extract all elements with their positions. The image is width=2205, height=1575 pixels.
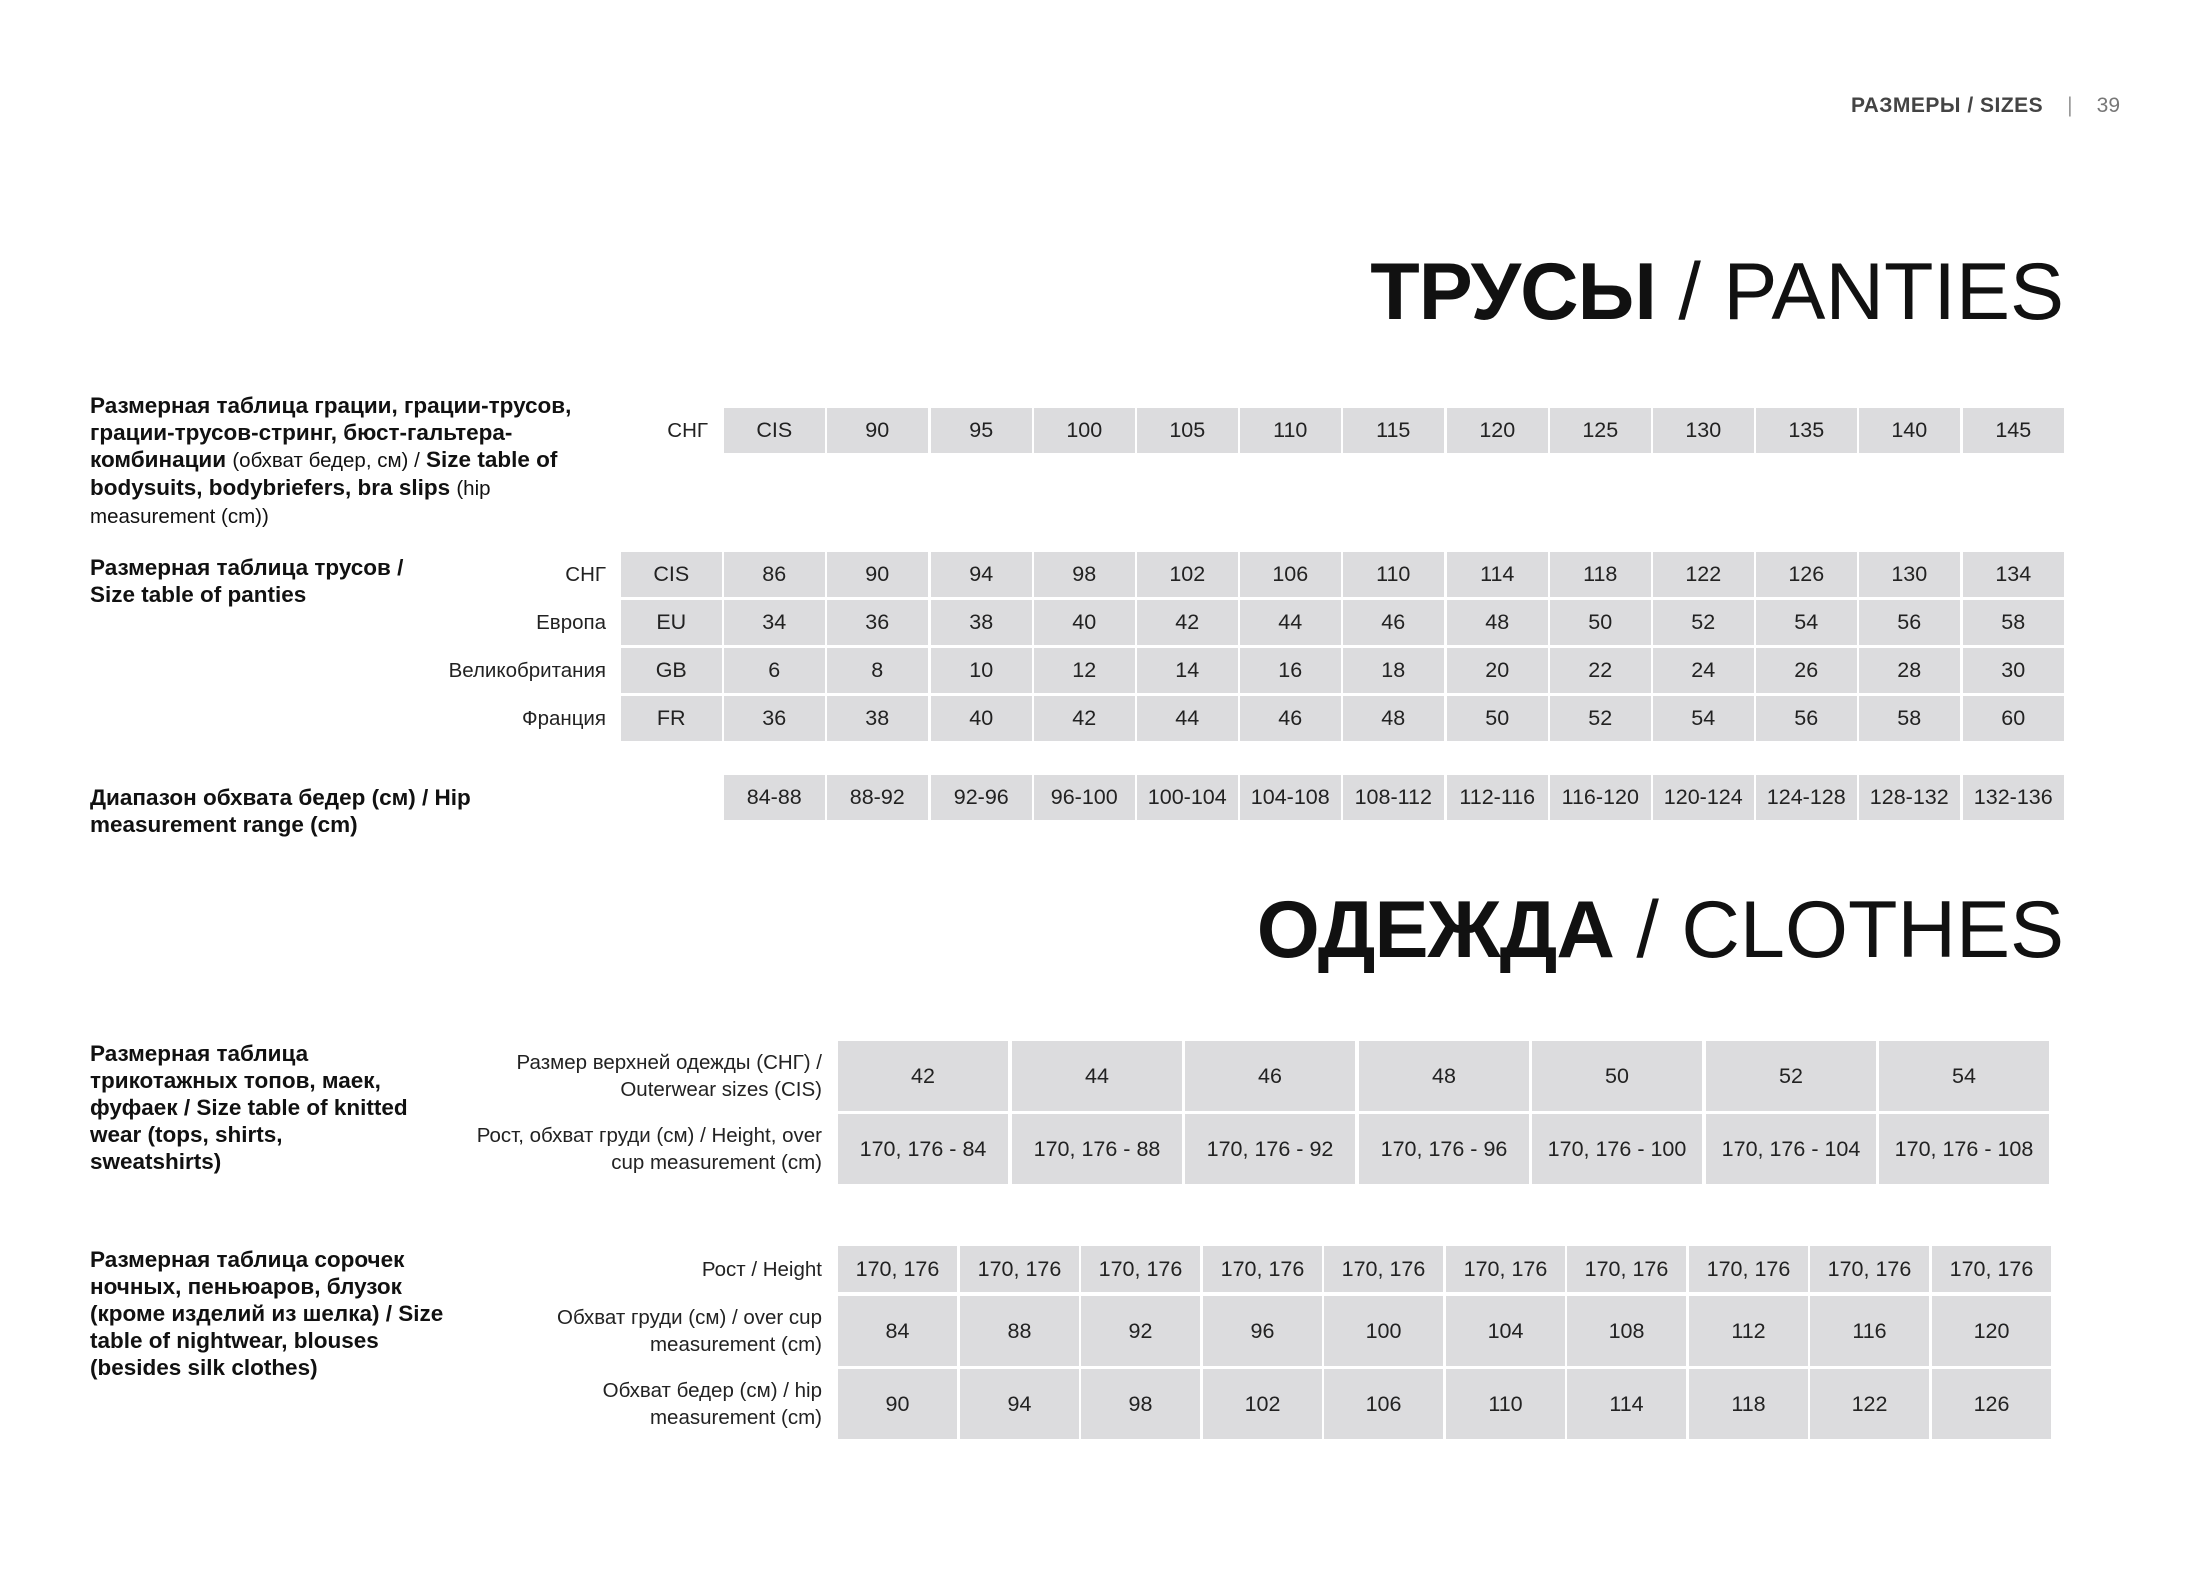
size-cell: 98 (1081, 1369, 1200, 1439)
panties-title (1370, 247, 2064, 337)
knitted-description: Размерная таблица трикотажных топов, маек, фуфаек / Size table of knitted wear (tops, shirts, sweatshirts) (90, 1041, 408, 1174)
size-cell: 96 (1203, 1296, 1322, 1366)
size-cell: 145 (1963, 408, 2064, 453)
header-divider: | (2067, 94, 2073, 117)
row-label: Франция (521, 707, 606, 730)
size-cell: 48 (1343, 696, 1444, 741)
row-label: Размер верхней одежды (СНГ) / Outerwear sizes (CIS) (516, 1051, 822, 1101)
section-label: РАЗМЕРЫ / SIZES (1850, 94, 2044, 117)
size-cell: 60 (1963, 696, 2064, 741)
size-cell: 50 (1550, 600, 1651, 645)
size-cell: 44 (1137, 696, 1238, 741)
size-cell: 170, 176 (1446, 1246, 1565, 1292)
country-code-cell: FR (621, 696, 722, 741)
size-cell: 110 (1446, 1369, 1565, 1439)
size-cell: 140 (1859, 408, 1960, 453)
hip-range-cell: 112-116 (1447, 775, 1548, 820)
size-cell: 46 (1343, 600, 1444, 645)
size-cell: 90 (838, 1369, 957, 1439)
size-cell: 170, 176 - 92 (1185, 1114, 1355, 1184)
size-cell: 30 (1963, 648, 2064, 693)
country-code-cell: GB (621, 648, 722, 693)
size-cell: 170, 176 (1810, 1246, 1929, 1292)
size-cell: 42 (1137, 600, 1238, 645)
hip-range-cell: 128-132 (1859, 775, 1960, 820)
size-cell: 44 (1240, 600, 1341, 645)
page-header (1851, 94, 2120, 118)
row-label: Рост / Height (701, 1257, 822, 1281)
size-cell: 36 (827, 600, 928, 645)
hip-range-cell: 92-96 (931, 775, 1032, 820)
size-cell: 90 (827, 552, 928, 597)
size-cell: 126 (1756, 552, 1857, 597)
size-cell: 56 (1756, 696, 1857, 741)
hip-range-cell: 88-92 (827, 775, 928, 820)
size-cell: 170, 176 (1932, 1246, 2051, 1292)
size-cell: 170, 176 - 104 (1706, 1114, 1876, 1184)
row-label: Обхват груди (см) / over cup measurement (cm) (557, 1306, 822, 1356)
size-cell: 54 (1879, 1041, 2049, 1111)
page-number: 39 (2096, 94, 2120, 117)
size-cell: 38 (827, 696, 928, 741)
size-cell: 8 (827, 648, 928, 693)
size-cell: 118 (1550, 552, 1651, 597)
size-cell: 170, 176 (1689, 1246, 1808, 1292)
size-cell: 170, 176 - 88 (1012, 1114, 1182, 1184)
size-cell: 170, 176 - 108 (1879, 1114, 2049, 1184)
hip-range-cell: 116-120 (1550, 775, 1651, 820)
row-label: СНГ (565, 563, 606, 586)
size-cell: 106 (1324, 1369, 1443, 1439)
row-label: Великобритания (448, 659, 606, 682)
size-cell: 18 (1343, 648, 1444, 693)
country-code-cell: CIS (621, 552, 722, 597)
hip-range-cell: 120-124 (1653, 775, 1754, 820)
size-cell: 26 (1756, 648, 1857, 693)
size-cell: 16 (1240, 648, 1341, 693)
size-cell: 116 (1810, 1296, 1929, 1366)
panties-title-ru: ТРУСЫ (1370, 247, 1656, 337)
hip-range-description: Диапазон обхвата бедер (см) / Hip measurement range (cm) (90, 785, 471, 837)
size-cell: 115 (1343, 408, 1444, 453)
size-cell: 52 (1550, 696, 1651, 741)
size-cell: 170, 176 - 96 (1359, 1114, 1529, 1184)
size-cell: 42 (1034, 696, 1135, 741)
size-cell: 112 (1689, 1296, 1808, 1366)
size-cell: 170, 176 (1567, 1246, 1686, 1292)
size-cell: 46 (1185, 1041, 1355, 1111)
size-cell: 118 (1689, 1369, 1808, 1439)
size-cell: 40 (931, 696, 1032, 741)
size-cell: 94 (960, 1369, 1079, 1439)
size-cell: 130 (1859, 552, 1960, 597)
size-cell: 110 (1240, 408, 1341, 453)
size-cell: 6 (724, 648, 825, 693)
size-cell: 98 (1034, 552, 1135, 597)
size-cell: 48 (1447, 600, 1548, 645)
size-cell: 58 (1963, 600, 2064, 645)
size-cell: 106 (1240, 552, 1341, 597)
size-cell: 100 (1324, 1296, 1443, 1366)
size-cell: 130 (1653, 408, 1754, 453)
size-cell: 110 (1343, 552, 1444, 597)
hip-range-cell: 96-100 (1034, 775, 1135, 820)
country-code-cell: EU (621, 600, 722, 645)
size-cell: 52 (1706, 1041, 1876, 1111)
size-cell: 24 (1653, 648, 1754, 693)
bodysuits-description (90, 392, 590, 530)
size-cell: 170, 176 (838, 1246, 957, 1292)
size-cell: 135 (1756, 408, 1857, 453)
size-cell: 58 (1859, 696, 1960, 741)
size-cell: 14 (1137, 648, 1238, 693)
size-cell: 44 (1012, 1041, 1182, 1111)
size-cell: 120 (1447, 408, 1548, 453)
size-cell: CIS (724, 408, 825, 453)
row-label: Рост, обхват груди (см) / Height, over cup measurement (cm) (476, 1124, 822, 1174)
size-cell: 42 (838, 1041, 1008, 1111)
clothes-title (1256, 885, 2064, 975)
row-label: Обхват бедер (см) / hip measurement (cm) (602, 1379, 822, 1429)
size-cell: 170, 176 - 100 (1532, 1114, 1702, 1184)
size-cell: 170, 176 (1203, 1246, 1322, 1292)
bodysuits-desc-ru: Размерная таблица грации, грации-трусов, грации-трусов-стринг, бюст-гальтера-комбинации (90, 393, 572, 472)
clothes-title-ru: ОДЕЖДА (1256, 885, 1614, 975)
row-label: Европа (536, 611, 606, 634)
panties-description: Размерная таблица трусов / Size table of panties (90, 555, 404, 607)
size-cell: 50 (1447, 696, 1548, 741)
bodysuits-desc-ru-note: (обхват бедер, см) / (232, 449, 420, 472)
size-cell: 114 (1447, 552, 1548, 597)
size-cell: 54 (1653, 696, 1754, 741)
size-cell: 125 (1550, 408, 1651, 453)
hip-range-cell: 132-136 (1963, 775, 2064, 820)
hip-range-cell: 124-128 (1756, 775, 1857, 820)
clothes-title-en: CLOTHES (1681, 885, 2064, 975)
hip-range-cell: 104-108 (1240, 775, 1341, 820)
size-cell: 105 (1137, 408, 1238, 453)
bodysuits-desc-en-note: (hip measurement (cm)) (90, 477, 491, 528)
size-cell: 170, 176 (960, 1246, 1079, 1292)
size-cell: 102 (1137, 552, 1238, 597)
size-cell: 86 (724, 552, 825, 597)
size-cell: 170, 176 (1324, 1246, 1443, 1292)
panties-title-en: PANTIES (1723, 247, 2064, 337)
hip-range-cell: 84-88 (724, 775, 825, 820)
size-cell: 50 (1532, 1041, 1702, 1111)
size-cell: 104 (1446, 1296, 1565, 1366)
size-cell: 36 (724, 696, 825, 741)
size-cell: 38 (931, 600, 1032, 645)
row-label: СНГ (667, 419, 708, 442)
size-cell: 170, 176 (1081, 1246, 1200, 1292)
size-cell: 120 (1932, 1296, 2051, 1366)
clothes-title-sep: / (1636, 885, 1659, 975)
size-cell: 122 (1653, 552, 1754, 597)
hip-range-cell: 108-112 (1343, 775, 1444, 820)
size-cell: 54 (1756, 600, 1857, 645)
size-cell: 114 (1567, 1369, 1686, 1439)
size-cell: 94 (931, 552, 1032, 597)
size-cell: 12 (1034, 648, 1135, 693)
size-cell: 10 (931, 648, 1032, 693)
size-cell: 48 (1359, 1041, 1529, 1111)
size-cell: 95 (931, 408, 1032, 453)
size-cell: 134 (1963, 552, 2064, 597)
size-cell: 22 (1550, 648, 1651, 693)
size-cell: 20 (1447, 648, 1548, 693)
size-cell: 84 (838, 1296, 957, 1366)
nightwear-description: Размерная таблица сорочек ночных, пеньюаров, блузок (кроме изделий из шелка) / Size table of nightwear, blouses (besides silk clothes) (90, 1247, 444, 1380)
bodysuits-desc-en: Size table of bodysuits, bodybriefers, bra slips (90, 447, 558, 500)
size-cell: 126 (1932, 1369, 2051, 1439)
size-cell: 56 (1859, 600, 1960, 645)
size-cell: 28 (1859, 648, 1960, 693)
size-cell: 92 (1081, 1296, 1200, 1366)
size-cell: 88 (960, 1296, 1079, 1366)
panties-title-sep: / (1678, 247, 1701, 337)
hip-range-cell: 100-104 (1137, 775, 1238, 820)
size-cell: 90 (827, 408, 928, 453)
size-cell: 34 (724, 600, 825, 645)
size-cell: 122 (1810, 1369, 1929, 1439)
size-cell: 102 (1203, 1369, 1322, 1439)
size-cell: 40 (1034, 600, 1135, 645)
size-cell: 100 (1034, 408, 1135, 453)
size-cell: 46 (1240, 696, 1341, 741)
size-cell: 170, 176 - 84 (838, 1114, 1008, 1184)
size-cell: 52 (1653, 600, 1754, 645)
size-cell: 108 (1567, 1296, 1686, 1366)
